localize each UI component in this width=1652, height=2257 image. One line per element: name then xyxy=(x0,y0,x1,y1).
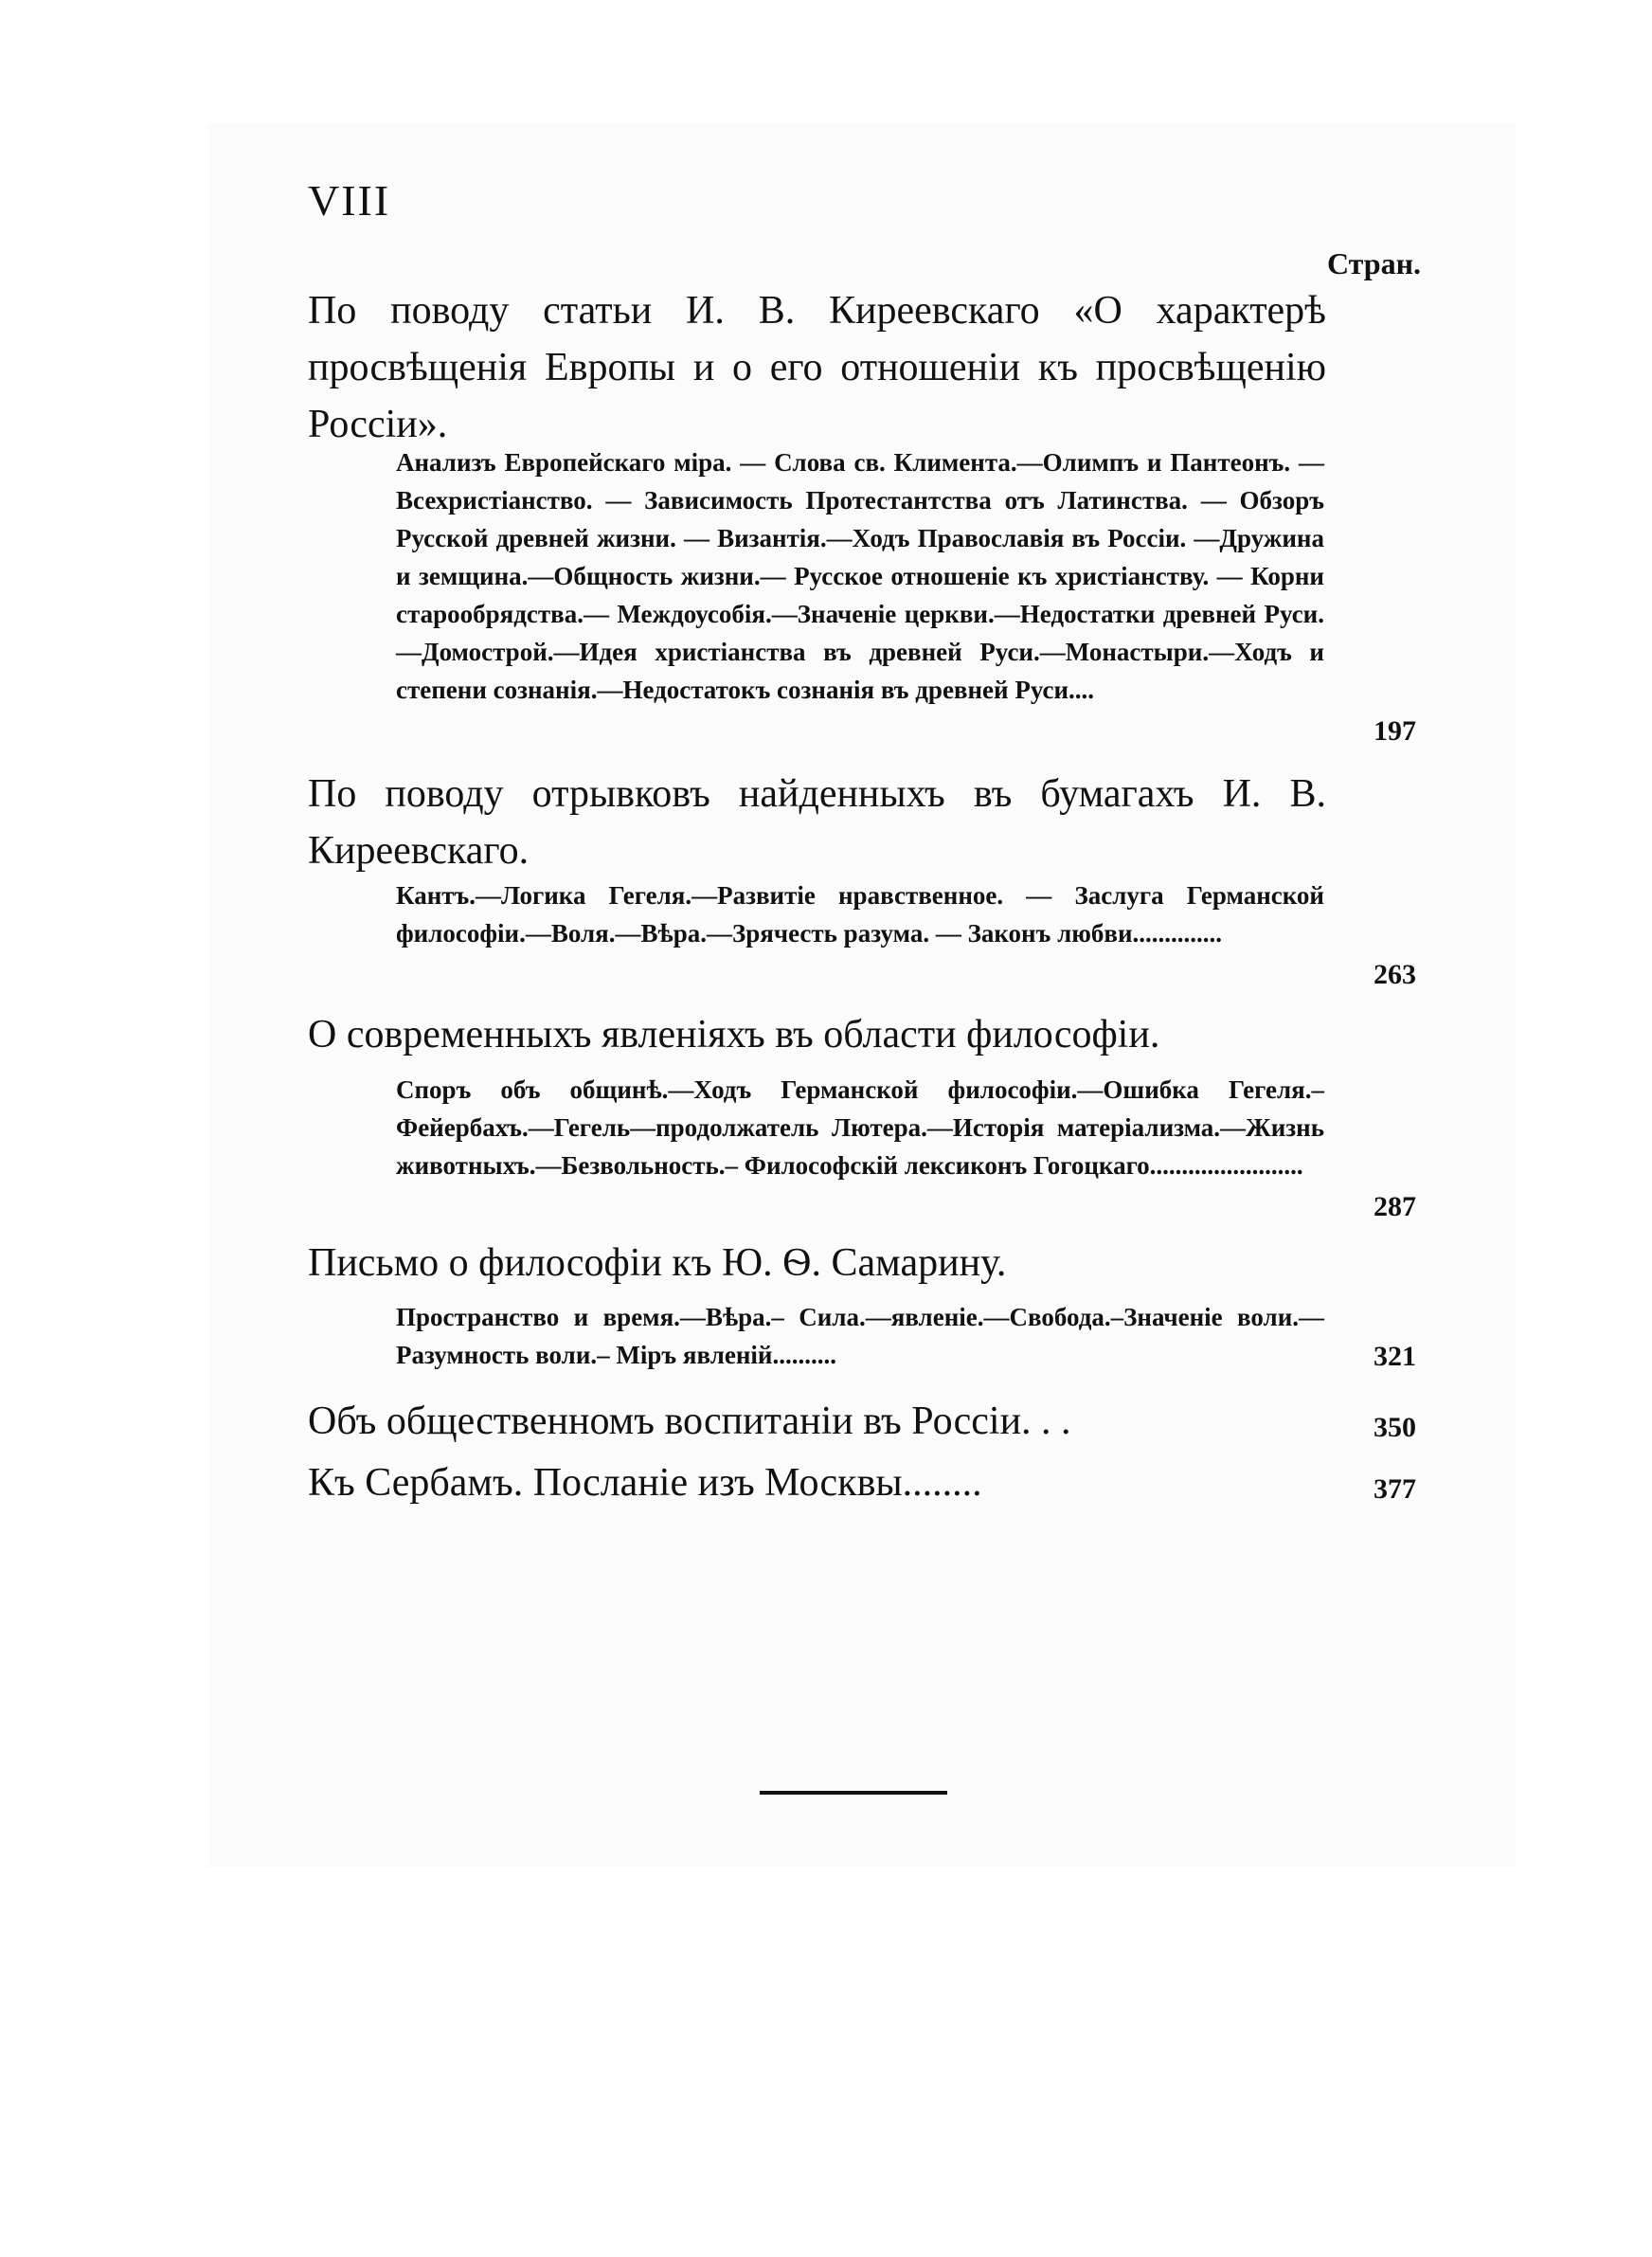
toc-entry-title: О современныхъ явленіяхъ въ области философіи. xyxy=(308,1013,1160,1056)
end-rule xyxy=(760,1791,947,1795)
toc-entry-title: Къ Сербамъ. Посланіе изъ Москвы........ xyxy=(308,1461,982,1505)
toc-entry-title: Письмо о философіи къ Ю. Ѳ. Самарину. xyxy=(308,1241,1007,1285)
toc-entry-title: По поводу отрывковъ найденныхъ въ бумагахъ И. В. Киреевскаго. xyxy=(308,772,1326,873)
page-number: VIII xyxy=(308,176,391,225)
toc-entry-page: 197 xyxy=(1374,715,1416,747)
toc-entry-page: 263 xyxy=(1374,959,1416,990)
toc-entry-title: Объ общественномъ воспитаніи въ Россіи. . . xyxy=(308,1399,1071,1443)
toc-entry-page: 287 xyxy=(1374,1191,1416,1222)
pages-column-header: Стран. xyxy=(1326,246,1421,280)
toc-entry-page: 377 xyxy=(1374,1473,1416,1505)
toc-entry-summary: Анализъ Европейскаго міра. — Слова св. Климента.—Олимпъ и Пантеонъ. —Всехристіанство. — Зависимость Протестантства отъ Латинства. — Обзоръ Русской древней жизни. — Византія.—Ходъ Православія въ Россіи. —Дружина и земщина.—Общность жизни.— Русское отношеніе къ христіанству. — Корни старообрядства.— Междоусобія.—Значеніе церкви.—Недостатки древней Руси.—Домострой.—Идея христіанства въ древней Руси.—Монастыри.—Ходъ и степени сознанія.—Недостатокъ сознанія въ древней Руси.... xyxy=(396,448,1324,704)
toc-entry-summary: Кантъ.—Логика Гегеля.—Развитіе нравственное. — Заслуга Германской философіи.—Воля.—Вѣра.—Зрячесть разума. — Законъ любви.............. xyxy=(396,881,1324,948)
toc-entry-summary: Пространство и время.—Вѣра.– Сила.—явленіе.—Свобода.–Значеніе воли.—Разумность воли.– Міръ явленій.......... xyxy=(396,1303,1324,1369)
toc-entry-page: 350 xyxy=(1374,1412,1416,1443)
toc-entry-summary: Споръ объ общинѣ.—Ходъ Германской философіи.—Ошибка Гегеля.– Фейербахъ.—Гегель—продолжатель Лютера.—Исторія матеріализма.—Жизнь животныхъ.—Безвольность.– Философскій лексиконъ Гогоцкаго........................ xyxy=(396,1075,1324,1180)
toc-entry-title: По поводу статьи И. В. Киреевскаго «О характерѣ просвѣщенія Европы и о его отношеніи къ просвѣщенію Россіи». xyxy=(308,289,1326,446)
toc-entry-page: 321 xyxy=(1374,1341,1416,1372)
